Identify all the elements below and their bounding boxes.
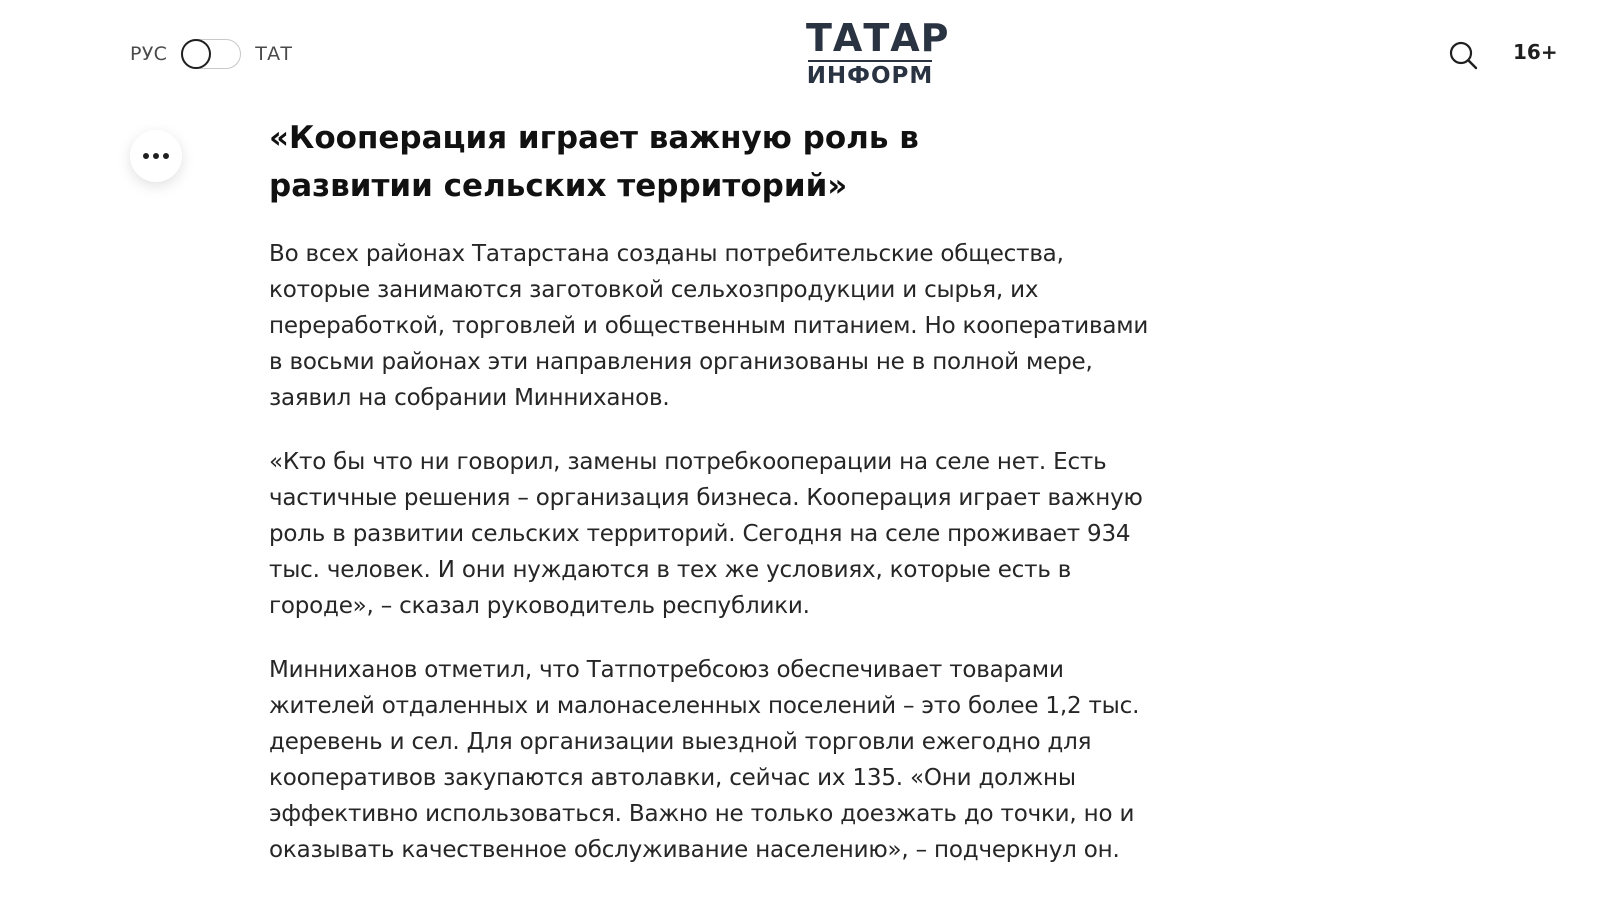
site-logo[interactable]: [806, 16, 950, 90]
toggle-knob: [181, 39, 211, 69]
logo-top-text: ТАТАР: [806, 16, 950, 60]
article-paragraph: Во всех районах Татарстана созданы потребительские общества, которые занимаются заготовкой сельхозпродукции и сырья, их переработкой, торговлей и общественным питанием. Но кооперативами в восьми районах эти направления организованы не в полной мере, заявил на собрании Минниханов.: [269, 241, 1149, 411]
lang-tt-label[interactable]: ТАТ: [255, 43, 293, 65]
lang-ru-label[interactable]: РУС: [130, 43, 168, 65]
search-button[interactable]: [1446, 38, 1480, 72]
age-rating-badge: 16+: [1513, 40, 1558, 64]
more-dots-icon: [142, 152, 170, 160]
language-switch: [130, 36, 292, 72]
logo-bottom-text: ИНФОРМ: [806, 63, 934, 89]
language-toggle[interactable]: [181, 39, 241, 69]
search-icon: [1446, 38, 1480, 72]
site-header: [0, 0, 1600, 100]
article-paragraph: Минниханов отметил, что Татпотребсоюз обеспечивает товарами жителей отдаленных и малонаселенных поселений – это более 1,2 тыс. деревень и сел. Для организации выездной торговли ежегодно для кооперативов закупаются автолавки, сейчас их 135. «Они должны эффективно использоваться. Важно не только доезжать до точки, но и оказывать качественное обслуживание населению», – подчеркнул он.: [269, 657, 1140, 863]
article-subheading: «Кооперация играет важную роль в развитии сельских территорий»: [269, 120, 919, 204]
more-options-button[interactable]: [130, 130, 182, 182]
article-paragraph: «Кто бы что ни говорил, замены потребкооперации на селе нет. Есть частичные решения – организация бизнеса. Кооперация играет важную роль в развитии сельских территорий. Сегодня на селе проживает 934 тыс. человек. И они нуждаются в тех же условиях, которые есть в городе», – сказал руководитель республики.: [269, 449, 1143, 619]
article-body: [269, 114, 1169, 868]
